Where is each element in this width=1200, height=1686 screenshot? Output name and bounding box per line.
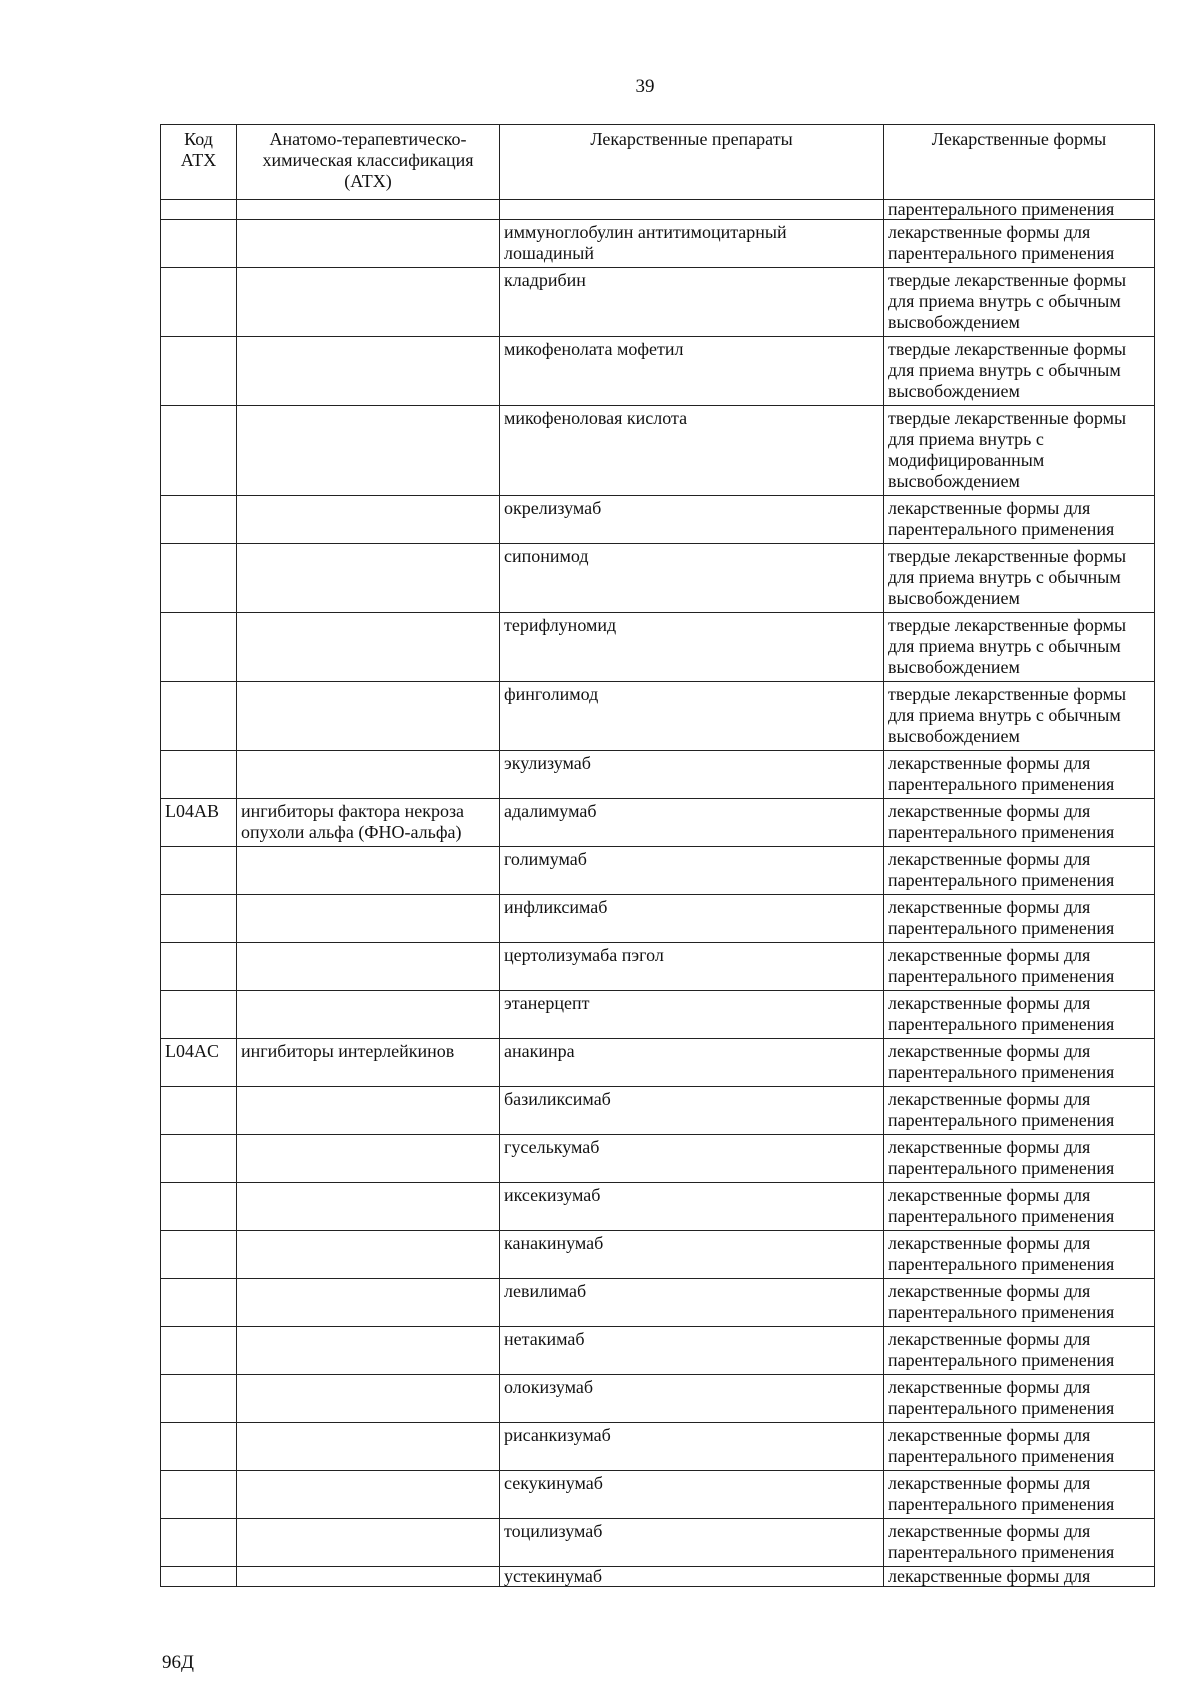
- row-code: [161, 751, 237, 799]
- table-row: [161, 268, 1155, 337]
- table-row: [161, 1423, 1155, 1471]
- table-row: [161, 1567, 1155, 1587]
- row-form: лекарственные формы для парентерального применения: [884, 751, 1155, 799]
- footer-code: 96Д: [162, 1652, 194, 1673]
- row-drug: секукинумаб: [500, 1471, 884, 1519]
- row-form: лекарственные формы для: [884, 1567, 1155, 1587]
- table-row: [161, 751, 1155, 799]
- table-row: [161, 406, 1155, 496]
- row-drug: канакинумаб: [500, 1231, 884, 1279]
- row-code: [161, 1135, 237, 1183]
- page-number: 39: [635, 76, 655, 97]
- row-form: парентерального применения: [884, 200, 1155, 220]
- row-code: [161, 544, 237, 613]
- row-code: [161, 991, 237, 1039]
- row-classification: [237, 1327, 500, 1375]
- row-form: лекарственные формы для парентерального применения: [884, 1231, 1155, 1279]
- row-form: лекарственные формы для парентерального применения: [884, 496, 1155, 544]
- table-row: [161, 1471, 1155, 1519]
- row-code: [161, 1327, 237, 1375]
- table-row: [161, 1135, 1155, 1183]
- row-code: L04AC: [161, 1039, 237, 1087]
- header-code: Код АТХ: [161, 125, 237, 200]
- row-drug: терифлуномид: [500, 613, 884, 682]
- row-drug: цертолизумаба пэгол: [500, 943, 884, 991]
- row-drug: гуселькумаб: [500, 1135, 884, 1183]
- row-classification: [237, 220, 500, 268]
- row-code: [161, 682, 237, 751]
- row-classification: [237, 613, 500, 682]
- row-code: [161, 496, 237, 544]
- row-code: [161, 1471, 237, 1519]
- table-row: [161, 847, 1155, 895]
- row-drug: нетакимаб: [500, 1327, 884, 1375]
- row-code: [161, 1423, 237, 1471]
- row-code: [161, 200, 237, 220]
- row-form: лекарственные формы для парентерального применения: [884, 895, 1155, 943]
- row-classification: [237, 544, 500, 613]
- row-code: [161, 847, 237, 895]
- drug-table: [160, 124, 1155, 1587]
- row-form: лекарственные формы для парентерального применения: [884, 1279, 1155, 1327]
- table-row: [161, 613, 1155, 682]
- header-forms: Лекарственные формы: [884, 125, 1155, 200]
- row-code: L04AB: [161, 799, 237, 847]
- row-classification: [237, 682, 500, 751]
- row-form: лекарственные формы для парентерального применения: [884, 1327, 1155, 1375]
- table-row: [161, 943, 1155, 991]
- table-row: [161, 799, 1155, 847]
- table-row: [161, 1327, 1155, 1375]
- row-drug: микофенолата мофетил: [500, 337, 884, 406]
- row-code: [161, 613, 237, 682]
- row-drug: сипонимод: [500, 544, 884, 613]
- row-classification: [237, 406, 500, 496]
- row-code: [161, 1087, 237, 1135]
- row-classification: [237, 496, 500, 544]
- table-row: [161, 1279, 1155, 1327]
- row-drug: базиликсимаб: [500, 1087, 884, 1135]
- row-form: лекарственные формы для парентерального применения: [884, 1135, 1155, 1183]
- row-drug: голимумаб: [500, 847, 884, 895]
- row-form: лекарственные формы для парентерального применения: [884, 1039, 1155, 1087]
- row-form: лекарственные формы для парентерального применения: [884, 1375, 1155, 1423]
- row-code: [161, 1183, 237, 1231]
- row-classification: [237, 200, 500, 220]
- row-classification: [237, 895, 500, 943]
- row-code: [161, 1567, 237, 1587]
- table-row: [161, 544, 1155, 613]
- row-drug: иксекизумаб: [500, 1183, 884, 1231]
- row-form: твердые лекарственные формы для приема внутрь с обычным высвобождением: [884, 337, 1155, 406]
- table-row: [161, 1375, 1155, 1423]
- row-classification: [237, 1183, 500, 1231]
- row-form: лекарственные формы для парентерального применения: [884, 991, 1155, 1039]
- row-form: твердые лекарственные формы для приема внутрь с модифицированным высвобождением: [884, 406, 1155, 496]
- row-form: лекарственные формы для парентерального применения: [884, 943, 1155, 991]
- row-form: твердые лекарственные формы для приема внутрь с обычным высвобождением: [884, 544, 1155, 613]
- row-classification: [237, 991, 500, 1039]
- row-drug: [500, 200, 884, 220]
- row-classification: [237, 1375, 500, 1423]
- row-classification: [237, 1231, 500, 1279]
- row-drug: кладрибин: [500, 268, 884, 337]
- row-form: лекарственные формы для парентерального применения: [884, 847, 1155, 895]
- row-drug: олокизумаб: [500, 1375, 884, 1423]
- row-drug: рисанкизумаб: [500, 1423, 884, 1471]
- table-row: [161, 1231, 1155, 1279]
- row-form: лекарственные формы для парентерального применения: [884, 1471, 1155, 1519]
- row-classification: [237, 337, 500, 406]
- table-row: [161, 682, 1155, 751]
- table-row: [161, 991, 1155, 1039]
- row-classification: ингибиторы фактора некроза опухоли альфа (ФНО-альфа): [237, 799, 500, 847]
- row-code: [161, 406, 237, 496]
- row-drug: этанерцепт: [500, 991, 884, 1039]
- row-form: лекарственные формы для парентерального применения: [884, 1423, 1155, 1471]
- row-classification: [237, 1135, 500, 1183]
- row-form: лекарственные формы для парентерального применения: [884, 220, 1155, 268]
- row-code: [161, 220, 237, 268]
- row-drug: экулизумаб: [500, 751, 884, 799]
- row-classification: [237, 847, 500, 895]
- table-row: [161, 1087, 1155, 1135]
- table-row: [161, 895, 1155, 943]
- row-classification: [237, 1087, 500, 1135]
- row-form: лекарственные формы для парентерального применения: [884, 1519, 1155, 1567]
- row-form: твердые лекарственные формы для приема внутрь с обычным высвобождением: [884, 613, 1155, 682]
- table-row: [161, 1183, 1155, 1231]
- row-classification: [237, 943, 500, 991]
- table-row: [161, 220, 1155, 268]
- row-classification: [237, 1423, 500, 1471]
- row-classification: [237, 1519, 500, 1567]
- row-form: твердые лекарственные формы для приема внутрь с обычным высвобождением: [884, 682, 1155, 751]
- row-drug: тоцилизумаб: [500, 1519, 884, 1567]
- row-form: лекарственные формы для парентерального применения: [884, 1087, 1155, 1135]
- row-drug: микофеноловая кислота: [500, 406, 884, 496]
- table-header-row: [161, 125, 1155, 200]
- row-form: твердые лекарственные формы для приема внутрь с обычным высвобождением: [884, 268, 1155, 337]
- row-drug: инфликсимаб: [500, 895, 884, 943]
- table-row: [161, 337, 1155, 406]
- row-drug: адалимумаб: [500, 799, 884, 847]
- row-form: лекарственные формы для парентерального применения: [884, 1183, 1155, 1231]
- row-drug: финголимод: [500, 682, 884, 751]
- row-drug: устекинумаб: [500, 1567, 884, 1587]
- row-code: [161, 1279, 237, 1327]
- row-drug: иммуноглобулин антитимоцитарный лошадиный: [500, 220, 884, 268]
- row-drug: левилимаб: [500, 1279, 884, 1327]
- table-row: [161, 496, 1155, 544]
- row-code: [161, 1375, 237, 1423]
- header-classification: Анатомо-терапевтическо-химическая классификация (АТХ): [237, 125, 500, 200]
- row-code: [161, 1519, 237, 1567]
- row-code: [161, 337, 237, 406]
- row-classification: ингибиторы интерлейкинов: [237, 1039, 500, 1087]
- row-classification: [237, 1567, 500, 1587]
- row-form: лекарственные формы для парентерального применения: [884, 799, 1155, 847]
- row-classification: [237, 1471, 500, 1519]
- table-row: [161, 1039, 1155, 1087]
- row-classification: [237, 1279, 500, 1327]
- table-row: [161, 1519, 1155, 1567]
- row-classification: [237, 751, 500, 799]
- row-code: [161, 1231, 237, 1279]
- row-drug: анакинра: [500, 1039, 884, 1087]
- row-code: [161, 268, 237, 337]
- row-code: [161, 895, 237, 943]
- row-code: [161, 943, 237, 991]
- table-row: [161, 200, 1155, 220]
- header-drugs: Лекарственные препараты: [500, 125, 884, 200]
- row-classification: [237, 268, 500, 337]
- row-drug: окрелизумаб: [500, 496, 884, 544]
